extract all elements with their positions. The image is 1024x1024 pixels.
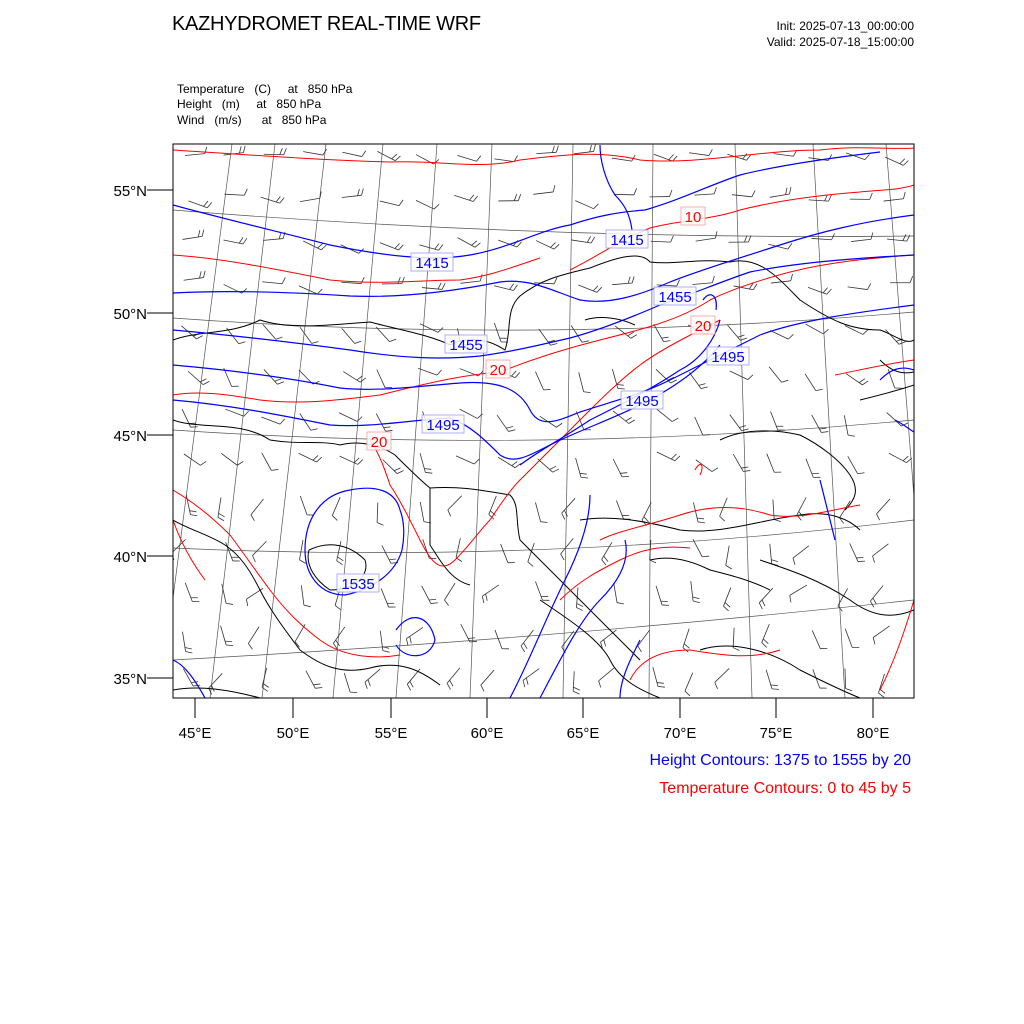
- field-level: 850 hPa: [307, 82, 353, 96]
- lon-label: 65°E: [566, 725, 600, 742]
- field-name: Wind: [177, 113, 205, 127]
- height-contour-label: 1455: [658, 289, 692, 306]
- temperature-contour-label: 20: [370, 434, 388, 451]
- lat-label: 40°N: [113, 549, 147, 566]
- lon-label: 75°E: [759, 725, 793, 742]
- lat-label: 35°N: [113, 671, 147, 688]
- valid-time: Valid: 2025-07-18_15:00:00: [766, 35, 914, 49]
- map-title: KAZHYDROMET REAL-TIME WRF: [172, 13, 481, 35]
- temperature-contour-label: 10: [684, 209, 702, 226]
- field-level: 850 hPa: [281, 113, 327, 127]
- field-unit: (m): [221, 97, 240, 111]
- lon-label: 70°E: [663, 725, 697, 742]
- height-contour-label: 1495: [625, 393, 659, 410]
- height-contour-label: 1495: [711, 349, 745, 366]
- lon-label: 45°E: [178, 725, 212, 742]
- field-at: at: [261, 113, 272, 127]
- height-contour-label: 1495: [426, 417, 460, 434]
- field-at: at: [287, 82, 298, 96]
- lat-label: 45°N: [113, 428, 147, 445]
- field-unit: (m/s): [214, 113, 242, 127]
- height-contour-label: 1415: [610, 232, 644, 249]
- lon-label: 55°E: [374, 725, 408, 742]
- lon-label: 80°E: [856, 725, 890, 742]
- height-contour-label: 1455: [449, 337, 483, 354]
- lat-label: 55°N: [113, 183, 147, 200]
- field-level: 850 hPa: [276, 97, 322, 111]
- lon-label: 50°E: [276, 725, 310, 742]
- temperature-contour-label: 20: [489, 362, 507, 379]
- height-contour-label: 1535: [341, 576, 375, 593]
- height-contour-label: 1415: [415, 255, 449, 272]
- init-time: Init: 2025-07-13_00:00:00: [776, 19, 914, 33]
- lat-label: 50°N: [113, 306, 147, 323]
- height-contour-legend: Height Contours: 1375 to 1555 by 20: [649, 752, 911, 769]
- field-name: Temperature: [177, 82, 245, 96]
- field-name: Height: [177, 97, 212, 111]
- temperature-contour-label: 20: [694, 318, 712, 335]
- field-unit: (C): [254, 82, 272, 96]
- temperature-contour-legend: Temperature Contours: 0 to 45 by 5: [659, 780, 911, 797]
- lon-label: 60°E: [470, 725, 504, 742]
- field-at: at: [256, 97, 267, 111]
